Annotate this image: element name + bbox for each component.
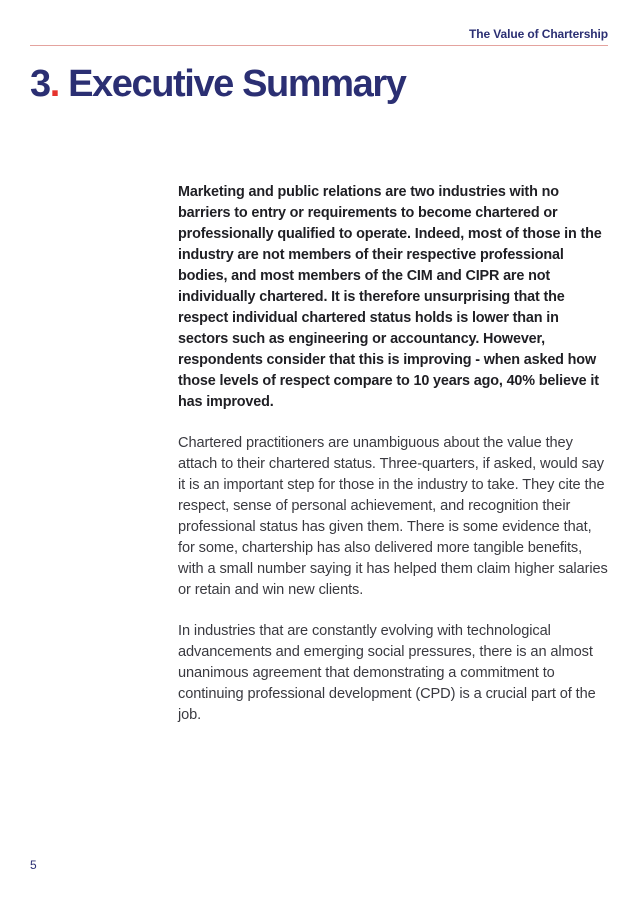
header-divider — [30, 45, 608, 46]
body-paragraph-value: Chartered practitioners are unambiguous about the value they attach to their chartered status. Three-quarters, if asked, would say it is an important step for those in the industry to take. They cite the respect, sense of personal achievement, and recognition their professional status has given them. There is some evidence that, for some, chartership has also delivered more tangible benefits, with a small number saying it has helped them claim higher salaries or retain and win new clients. — [178, 435, 608, 598]
section-number-dot: . — [49, 63, 59, 105]
page-title — [30, 60, 405, 108]
running-header-title: The Value of Chartership — [469, 27, 608, 41]
page-number: 5 — [30, 858, 37, 872]
section-number: 3 — [30, 63, 50, 105]
body-paragraph-cpd: In industries that are constantly evolving with technological advancements and emerging social pressures, there is an almost unanimous agreement that demonstrating a commitment to continuing professional development (CPD) is a crucial part of the job. — [178, 623, 596, 723]
section-title: Executive Summary — [68, 63, 406, 105]
executive-summary-body — [178, 182, 608, 746]
lead-paragraph: Marketing and public relations are two industries with no barriers to entry or requirements to become chartered or professionally qualified to operate. Indeed, most of those in the industry are not members of their respective professional bodies, and most members of the CIM and CIPR are not individually chartered. It is therefore unsurprising that the respect individual chartered status holds is lower than in sectors such as engineering or accountancy. However, respondents consider that this is improving - when asked how those levels of respect compare to 10 years ago, 40% believe it has improved. — [178, 184, 602, 410]
